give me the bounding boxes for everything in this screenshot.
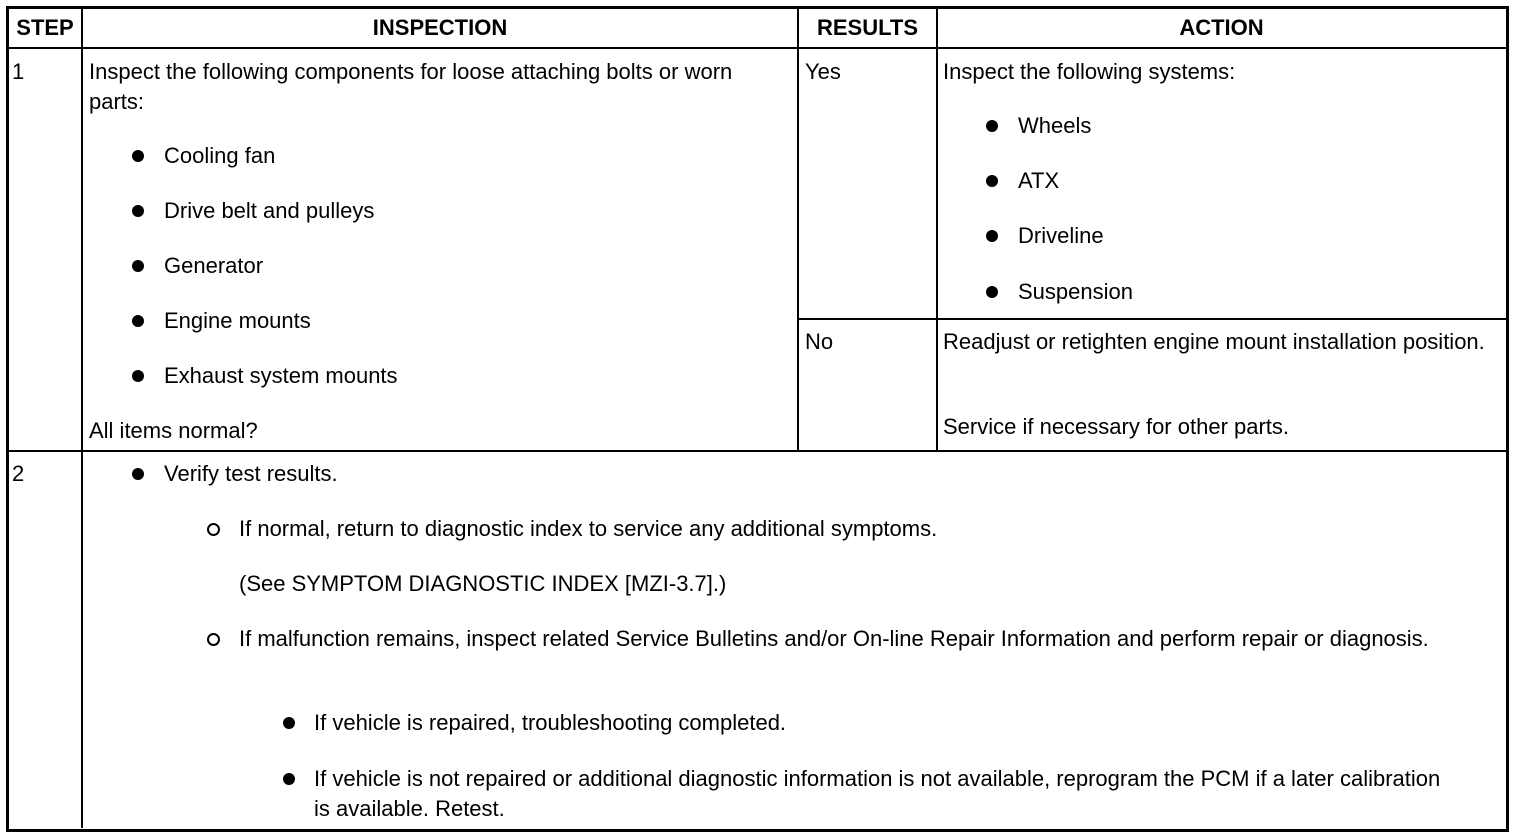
hollow-bullet-icon — [207, 523, 220, 536]
list-item-label: Suspension — [1018, 279, 1133, 304]
header-divider — [8, 47, 1506, 49]
column-divider-inspection — [797, 8, 799, 451]
bullet-icon — [132, 260, 144, 272]
header-inspection: INSPECTION — [372, 15, 508, 40]
list-item-label: Wheels — [1018, 113, 1092, 138]
action-no-line1: Readjust or retighten engine mount installation position. — [943, 329, 1485, 354]
result-no: No — [805, 329, 834, 354]
bullet-icon — [132, 315, 144, 327]
action-no-line2: Service if necessary for other parts. — [943, 414, 1290, 439]
bullet-icon — [986, 120, 998, 132]
bullet-icon — [132, 205, 144, 217]
list-item-label: ATX — [1018, 168, 1060, 193]
bullet-icon — [132, 370, 144, 382]
bullet-icon — [283, 773, 295, 785]
step-number: 2 — [12, 461, 25, 486]
column-divider-results — [936, 8, 938, 451]
result-yes: Yes — [805, 59, 841, 84]
header-step: STEP — [16, 15, 74, 40]
action-yes-intro: Inspect the following systems: — [943, 59, 1236, 84]
list-item-label: If vehicle is not repaired or additional diagnostic information is not available, reprogram the PCM if a later calibration is available. Retest. — [314, 766, 1441, 821]
list-item-label: Cooling fan — [164, 143, 276, 168]
list-item-label: Engine mounts — [164, 308, 311, 333]
list-item-label: Exhaust system mounts — [164, 363, 398, 388]
list-item-label: If normal, return to diagnostic index to service any additional symptoms. — [239, 516, 938, 541]
step-divider — [8, 450, 1506, 452]
bullet-icon — [986, 230, 998, 242]
list-item-label: If malfunction remains, inspect related Service Bulletins and/or On-line Repair Information and perform repair or diagnosis. — [239, 626, 1429, 651]
result-divider — [797, 318, 1506, 320]
bullet-icon — [283, 717, 295, 729]
hollow-bullet-icon — [207, 633, 220, 646]
list-item-label: Generator — [164, 253, 264, 278]
list-item-label: Drive belt and pulleys — [164, 198, 375, 223]
column-divider-step — [81, 8, 83, 828]
bullet-icon — [132, 150, 144, 162]
list-item-label: Driveline — [1018, 223, 1104, 248]
inspection-intro: Inspect the following components for loose attaching bolts or worn parts: — [89, 59, 733, 114]
bullet-icon — [986, 175, 998, 187]
inspection-question: All items normal? — [89, 418, 258, 443]
header-results: RESULTS — [816, 15, 919, 40]
list-item-label: If vehicle is repaired, troubleshooting completed. — [314, 710, 787, 735]
see-reference: (See SYMPTOM DIAGNOSTIC INDEX [MZI-3.7].) — [239, 571, 727, 596]
step-number: 1 — [12, 59, 25, 84]
list-item-label: Verify test results. — [164, 461, 338, 486]
header-action: ACTION — [1179, 15, 1264, 40]
bullet-icon — [986, 286, 998, 298]
bullet-icon — [132, 468, 144, 480]
